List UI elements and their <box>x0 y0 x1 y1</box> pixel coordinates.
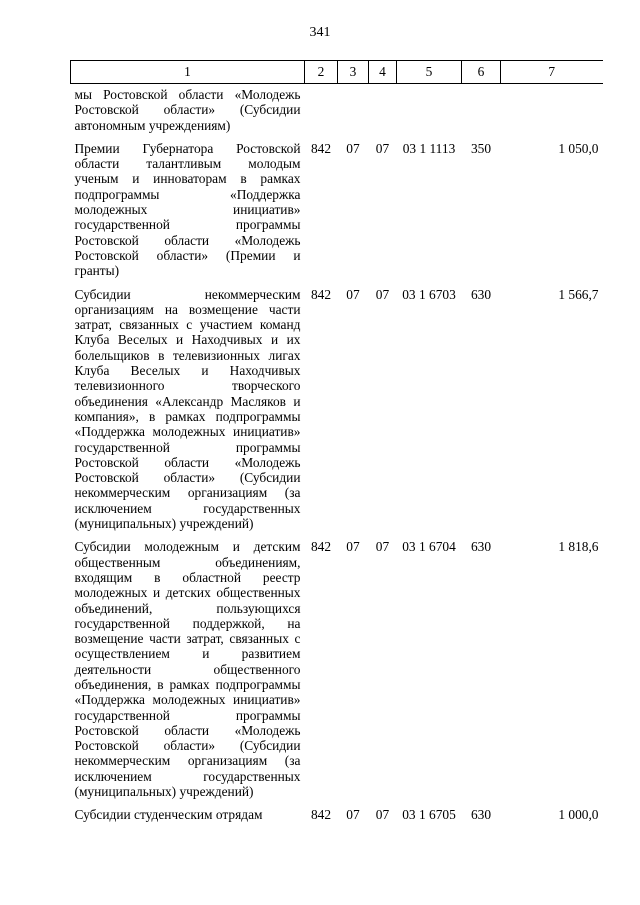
subsection-code <box>369 84 397 141</box>
amount: 1 566,7 <box>558 286 599 302</box>
column-header: 3 <box>338 61 369 84</box>
amount: 1 818,6 <box>558 539 599 555</box>
table-row <box>71 141 603 287</box>
ministry-code: 842 <box>310 286 332 302</box>
section-code: 07 <box>346 539 360 555</box>
table-header-row <box>71 61 603 84</box>
row-description: Субсидии некоммерческим организациям на возмещение части затрат, связанных с участием команд Клуба Веселых и Находчивых и их болельщиков в телевизионных лигах Клуба Веселых и Находчивых телевизионного творческого объединения «Александр Масляков и компания», в рамках подпрограммы «Поддержка молодежных инициатив» государственной программы Ростовской области «Молодежь Ростовской области» (Субсидии некоммерческим организациям (за исключением государственных (муниципальных) учреждений) <box>74 286 301 532</box>
ministry-code <box>305 84 338 141</box>
column-header: 1 <box>71 61 305 84</box>
ministry-code: 842 <box>310 539 332 555</box>
target-code: 03 1 6704 <box>402 539 456 555</box>
page-number: 341 <box>309 25 331 40</box>
budget-table <box>70 60 603 831</box>
subsection-code: 07 <box>375 539 390 555</box>
table-row <box>71 287 603 540</box>
target-code: 03 1 6705 <box>402 807 456 823</box>
row-description: Премии Губернатора Ростовской области талантливым молодым ученым и инноваторам в рамках подпрограммы «Поддержка молодежных инициатив» государственной программы Ростовской области «Молодежь Ростовской области» (Премии и гранты) <box>74 140 301 279</box>
row-description: мы Ростовской области «Молодежь Ростовской области» (Субсидии автономным учреждениям) <box>74 87 301 133</box>
amount: 1 050,0 <box>558 140 599 156</box>
row-description: Субсидии молодежным и детским общественным объединениям, входящим в областной реестр молодежных и детских общественных объединений, пользующихся государственной поддержкой, на возмещение части затрат, связанных с осуществлением и развитием деятельности общественного объединения, в рамках подпрограммы «Поддержка молодежных инициатив» государственной программы Ростовской области «Молодежь Ростовской области» (Субсидии некоммерческим организациям (за исключением государственных (муниципальных) учреждений) <box>74 539 301 800</box>
column-header: 2 <box>305 61 338 84</box>
table-row <box>71 539 603 807</box>
section-code: 07 <box>346 286 360 302</box>
amount: 1 000,0 <box>558 807 599 823</box>
column-header: 4 <box>369 61 397 84</box>
expense-type-code: 350 <box>470 140 492 156</box>
target-code <box>397 84 462 141</box>
table-row <box>71 84 603 141</box>
subsection-code: 07 <box>375 286 390 302</box>
table-row <box>71 807 603 830</box>
subsection-code: 07 <box>375 140 390 156</box>
subsection-code: 07 <box>375 807 390 823</box>
ministry-code: 842 <box>310 807 332 823</box>
ministry-code: 842 <box>310 140 332 156</box>
row-description: Субсидии студенческим отрядам <box>74 807 263 823</box>
section-code <box>338 84 369 141</box>
expense-type-code: 630 <box>470 807 492 823</box>
amount <box>501 84 603 141</box>
column-header: 5 <box>397 61 462 84</box>
section-code: 07 <box>346 140 360 156</box>
expense-type-code <box>462 84 501 141</box>
target-code: 03 1 1113 <box>402 140 456 156</box>
expense-type-code: 630 <box>470 539 492 555</box>
expense-type-code: 630 <box>470 286 492 302</box>
column-header: 7 <box>501 61 603 84</box>
column-header: 6 <box>462 61 501 84</box>
target-code: 03 1 6703 <box>402 286 456 302</box>
section-code: 07 <box>346 807 360 823</box>
